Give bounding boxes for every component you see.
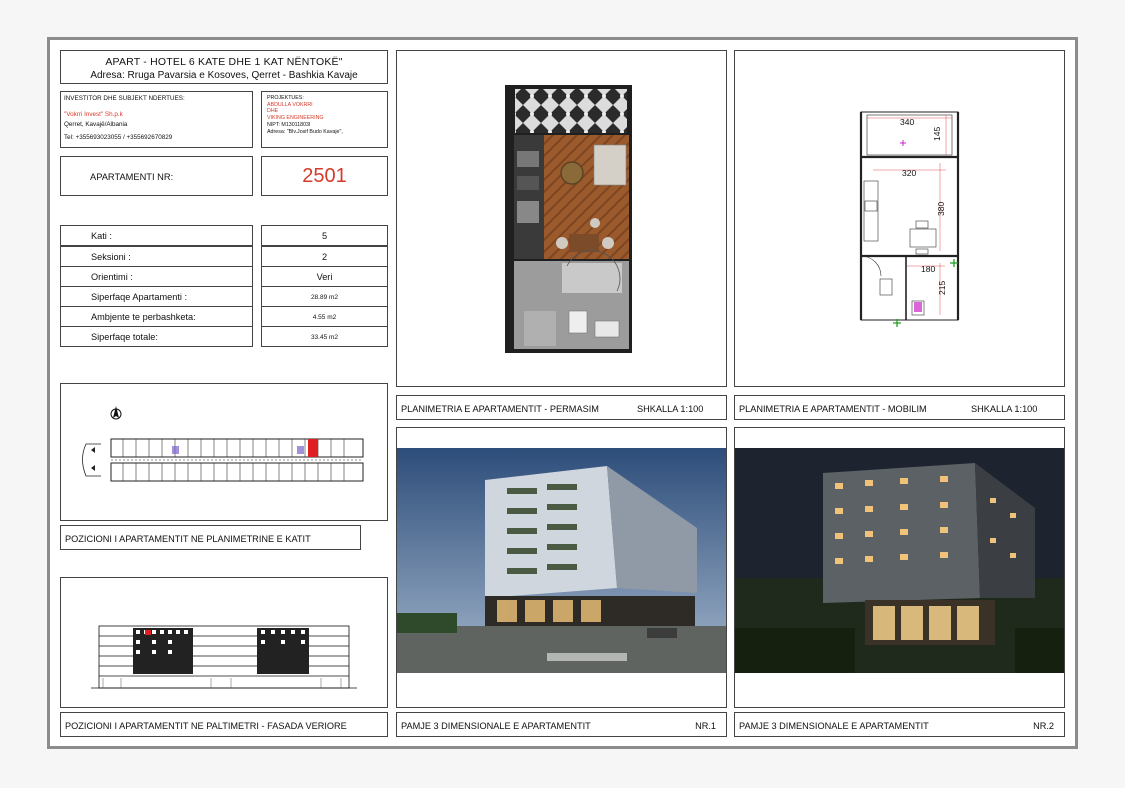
floor-plan-position-box bbox=[60, 383, 388, 521]
designer-box bbox=[261, 91, 388, 148]
spec-label-apartment-area: Siperfaqe Apartamenti : bbox=[60, 286, 253, 307]
project-address: Adresa: Rruga Pavarsia e Kosoves, Qerret - Bashkia Kavaje bbox=[90, 70, 358, 81]
render-view-2-number: NR.2 bbox=[1033, 721, 1054, 731]
render-view-1-box bbox=[396, 427, 727, 708]
facade-position-box bbox=[60, 577, 388, 708]
spec-label-section: Seksioni : bbox=[60, 246, 253, 267]
spec-value-common-area: 4.55 m2 bbox=[261, 306, 388, 327]
dim-room-depth: 380 bbox=[936, 201, 946, 216]
apartment-facade-highlight bbox=[145, 630, 151, 635]
dim-loggia-depth: 145 bbox=[932, 126, 942, 141]
render-view-1-title: PAMJE 3 DIMENSIONALE E APARTAMENTIT bbox=[401, 721, 591, 731]
dim-bath-width: 180 bbox=[921, 264, 936, 274]
apartment-highlight bbox=[308, 439, 318, 457]
render-view-1-image bbox=[397, 428, 726, 707]
spec-label-total-area: Siperfaqe totale: bbox=[60, 326, 253, 347]
floor-plan-position-drawing bbox=[61, 384, 387, 520]
render-view-1-caption bbox=[396, 712, 727, 737]
spec-value-section: 2 bbox=[261, 246, 388, 267]
apartment-number: 2501 bbox=[302, 165, 347, 187]
furnished-floor-plan bbox=[735, 51, 1064, 386]
investor-location: Qerret, Kavajë/Albania bbox=[64, 121, 128, 129]
designer-nipt: NIPT: M13011803I bbox=[267, 121, 311, 128]
render-view-1-number: NR.1 bbox=[695, 721, 716, 731]
rendered-floor-plan bbox=[397, 51, 726, 386]
investor-company: "Vokrri Invest" Sh.p.k bbox=[64, 110, 123, 118]
render-view-2-caption bbox=[734, 712, 1065, 737]
designer-address: Adresa: "Blv.Josif Budo Kavaje", bbox=[267, 128, 343, 135]
rendered-plan-caption bbox=[396, 395, 727, 420]
spec-label-common-area: Ambjente te perbashketa: bbox=[60, 306, 253, 327]
render-view-2-box bbox=[734, 427, 1065, 708]
rendered-plan-title: PLANIMETRIA E APARTAMENTIT - PERMASIM bbox=[401, 404, 599, 414]
spec-value-total-area: 33.45 m2 bbox=[261, 326, 388, 347]
dim-bath-depth: 215 bbox=[937, 280, 947, 295]
apartment-label: APARTAMENTI NR: bbox=[90, 172, 174, 182]
floor-plan-position-caption: POZICIONI I APARTAMENTIT NE PLANIMETRINE E KATIT bbox=[60, 525, 361, 550]
spec-label-orientation: Orientimi : bbox=[60, 266, 253, 287]
spec-value-floor: 5 bbox=[261, 225, 388, 246]
furnished-plan-caption bbox=[734, 395, 1065, 420]
north-arrow-icon bbox=[111, 406, 121, 419]
rendered-plan-scale: SHKALLA 1:100 bbox=[637, 404, 704, 414]
rendered-plan-box bbox=[396, 50, 727, 387]
investor-box bbox=[60, 91, 253, 148]
spec-value-apartment-area: 28.89 m2 bbox=[261, 286, 388, 307]
furnished-plan-scale: SHKALLA 1:100 bbox=[971, 404, 1038, 414]
designer-and: DHE bbox=[267, 108, 279, 115]
designer-heading: PROJEKTUES: bbox=[267, 95, 304, 101]
designer-name2: VIKING ENGINEERING bbox=[267, 115, 324, 122]
project-title-box bbox=[60, 50, 388, 84]
furnished-plan-box bbox=[734, 50, 1065, 387]
dim-room-width: 320 bbox=[902, 168, 917, 178]
facade-position-caption: POZICIONI I APARTAMENTIT NE PALTIMETRI - FASADA VERIORE bbox=[60, 712, 388, 737]
investor-phone: Tel: +355693023055 / +355692670829 bbox=[64, 133, 173, 141]
project-title: APART - HOTEL 6 KATE DHE 1 KAT NËNTOKË" bbox=[105, 56, 343, 68]
apartment-label-box bbox=[60, 156, 253, 196]
investor-heading: INVESTITOR DHE SUBJEKT NDERTUES: bbox=[64, 95, 185, 102]
designer-name1: ABDULLA VOKRRI bbox=[267, 101, 313, 108]
render-view-2-image bbox=[735, 428, 1064, 707]
spec-value-orientation: Veri bbox=[261, 266, 388, 287]
north-facade-drawing bbox=[61, 578, 387, 707]
spec-label-floor: Kati : bbox=[60, 225, 253, 246]
render-view-2-title: PAMJE 3 DIMENSIONALE E APARTAMENTIT bbox=[739, 721, 929, 731]
apartment-number-box bbox=[261, 156, 388, 196]
dim-loggia-width: 340 bbox=[900, 117, 915, 127]
furnished-plan-title: PLANIMETRIA E APARTAMENTIT - MOBILIM bbox=[739, 404, 927, 414]
